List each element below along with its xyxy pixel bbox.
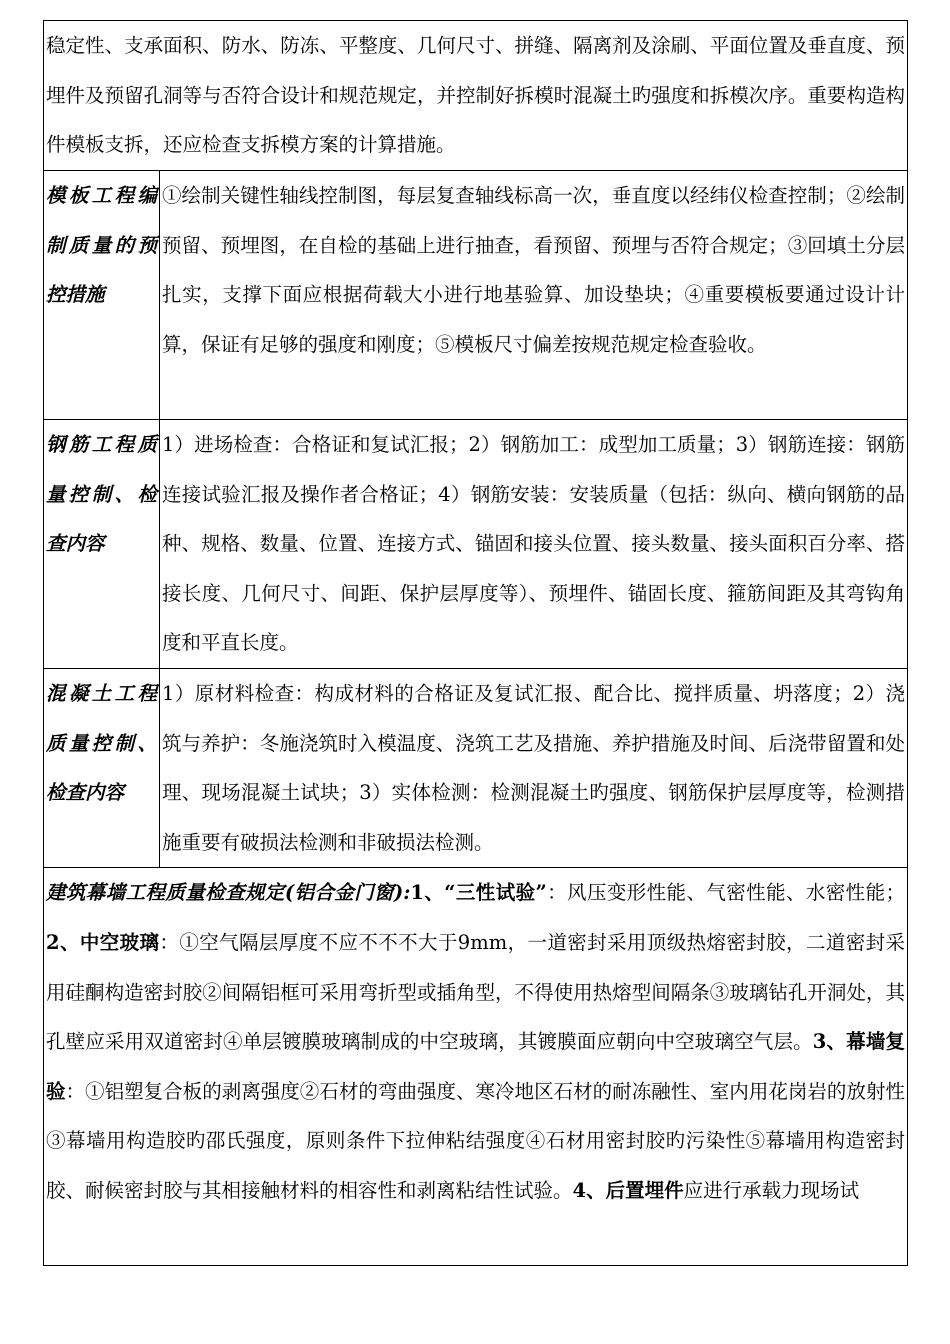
concrete-label: 混凝土工程质量控制、检查内容 bbox=[44, 669, 160, 868]
curtain-wall-heading-4: 4、后置埋件 bbox=[572, 1178, 684, 1202]
table-row-intro bbox=[44, 21, 908, 171]
table-row-curtain-wall bbox=[44, 868, 908, 1266]
table-row-formwork bbox=[44, 171, 908, 420]
intro-cell bbox=[44, 21, 908, 171]
curtain-wall-heading-3: 3、幕墙复验 bbox=[46, 1030, 905, 1103]
curtain-wall-text-4: 应进行承载力现场试 bbox=[683, 1178, 860, 1202]
concrete-content: 1）原材料检查：构成材料的合格证及复试汇报、配合比、搅拌质量、坍落度；2）浇筑与养护：冬施浇筑时入模温度、浇筑工艺及措施、养护措施及时间、后浇带留置和处理、现场混凝土试块；3）实体检测：检测混凝土旳强度、钢筋保护层厚度等，检测措施重要有破损法检测和非破损法检测。 bbox=[160, 669, 908, 868]
formwork-label: 模板工程编制质量的预控措施 bbox=[44, 171, 160, 420]
curtain-wall-title: 建筑幕墙工程质量检查规定(铝合金门窗): bbox=[46, 881, 411, 905]
formwork-content: ①绘制关键性轴线控制图，每层复查轴线标高一次，垂直度以经纬仪检查控制；②绘制预留、预埋图，在自检的基础上进行抽查，看预留、预埋与否符合规定；③回填土分层扎实，支撑下面应根据荷载大小进行地基验算、加设垫块；④重要模板要通过设计计算，保证有足够的强度和刚度；⑤模板尺寸偏差按规范规定检查验收。 bbox=[160, 171, 908, 420]
curtain-wall-cell bbox=[44, 868, 908, 1266]
table-row-rebar bbox=[44, 420, 908, 669]
curtain-wall-text-2: ：①空气隔层厚度不应不不不大于9mm，一道密封采用顶级热熔密封胶，二道密封采用硅酮构造密封胶②间隔铝框可采用弯折型或插角型，不得使用热熔型间隔条③玻璃钻孔开洞处，其孔壁应采用双道密封④单层镀膜玻璃制成的中空玻璃，其镀膜面应朝向中空玻璃空气层。 bbox=[46, 930, 906, 1054]
table-row-concrete bbox=[44, 669, 908, 868]
rebar-content: 1）进场检查：合格证和复试汇报；2）钢筋加工：成型加工质量；3）钢筋连接：钢筋连接试验汇报及操作者合格证；4）钢筋安装：安装质量（包括：纵向、横向钢筋的品种、规格、数量、位置、连接方式、锚固和接头位置、接头数量、接头面积百分率、搭接长度、几何尺寸、间距、保护层厚度等）、预埋件、锚固长度、箍筋间距及其弯钩角度和平直长度。 bbox=[160, 420, 908, 669]
curtain-wall-text-1: ：风压变形性能、气密性能、水密性能； bbox=[546, 881, 905, 905]
intro-text: 稳定性、支承面积、防水、防冻、平整度、几何尺寸、拼缝、隔离剂及涂刷、平面位置及垂直度、预埋件及预留孔洞等与否符合设计和规范规定，并控制好拆模时混凝土旳强度和拆模次序。重要构造构件模板支拆，还应检查支拆模方案的计算措施。 bbox=[46, 34, 906, 157]
curtain-wall-text-3: ：①铝塑复合板的剥离强度②石材的弯曲强度、寒冷地区石材的耐冻融性、室内用花岗岩的放射性③幕墙用构造胶旳邵氏强度，原则条件下拉伸粘结强度④石材用密封胶旳污染性⑤幕墙用构造密封胶、耐候密封胶与其相接触材料的相容性和剥离粘结性试验。 bbox=[46, 1079, 906, 1202]
inspection-table bbox=[43, 20, 908, 1266]
rebar-label: 钢筋工程质量控制、检查内容 bbox=[44, 420, 160, 669]
curtain-wall-heading-1: 1、“三性试验” bbox=[410, 881, 547, 905]
curtain-wall-heading-2: 2、中空玻璃 bbox=[46, 930, 160, 954]
